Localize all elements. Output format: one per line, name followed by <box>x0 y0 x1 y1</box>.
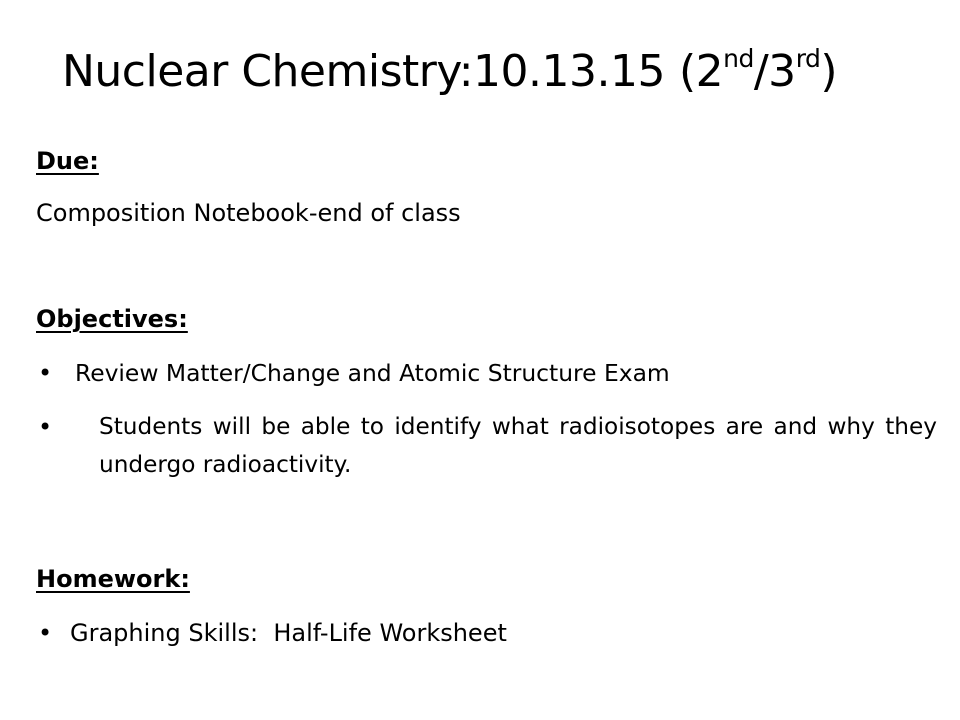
title-grade-part2: /3 <box>753 46 796 97</box>
due-heading: Due: <box>36 147 99 175</box>
bullet-icon: • <box>38 359 53 387</box>
bullet-icon: • <box>38 413 53 441</box>
title-superscript-nd: nd <box>723 44 754 73</box>
bullet-icon: • <box>38 619 53 647</box>
homework-heading: Homework: <box>36 565 190 593</box>
due-item: Composition Notebook-end of class <box>36 199 461 227</box>
objective-item-2: Students will be able to identify what radioisotopes are and why they undergo radioactivity. <box>99 413 937 478</box>
objective-item-1: Review Matter/Change and Atomic Structure Exam <box>75 359 670 387</box>
title-superscript-rd: rd <box>795 44 821 73</box>
title-paren-close: ) <box>820 46 838 97</box>
title-grade-part1: (2 <box>678 46 724 97</box>
homework-item-1: Graphing Skills: Half-Life Worksheet <box>70 619 507 647</box>
objectives-heading: Objectives: <box>36 305 188 333</box>
slide-title <box>62 40 837 104</box>
title-main: Nuclear Chemistry:10.13.15 <box>62 46 665 97</box>
